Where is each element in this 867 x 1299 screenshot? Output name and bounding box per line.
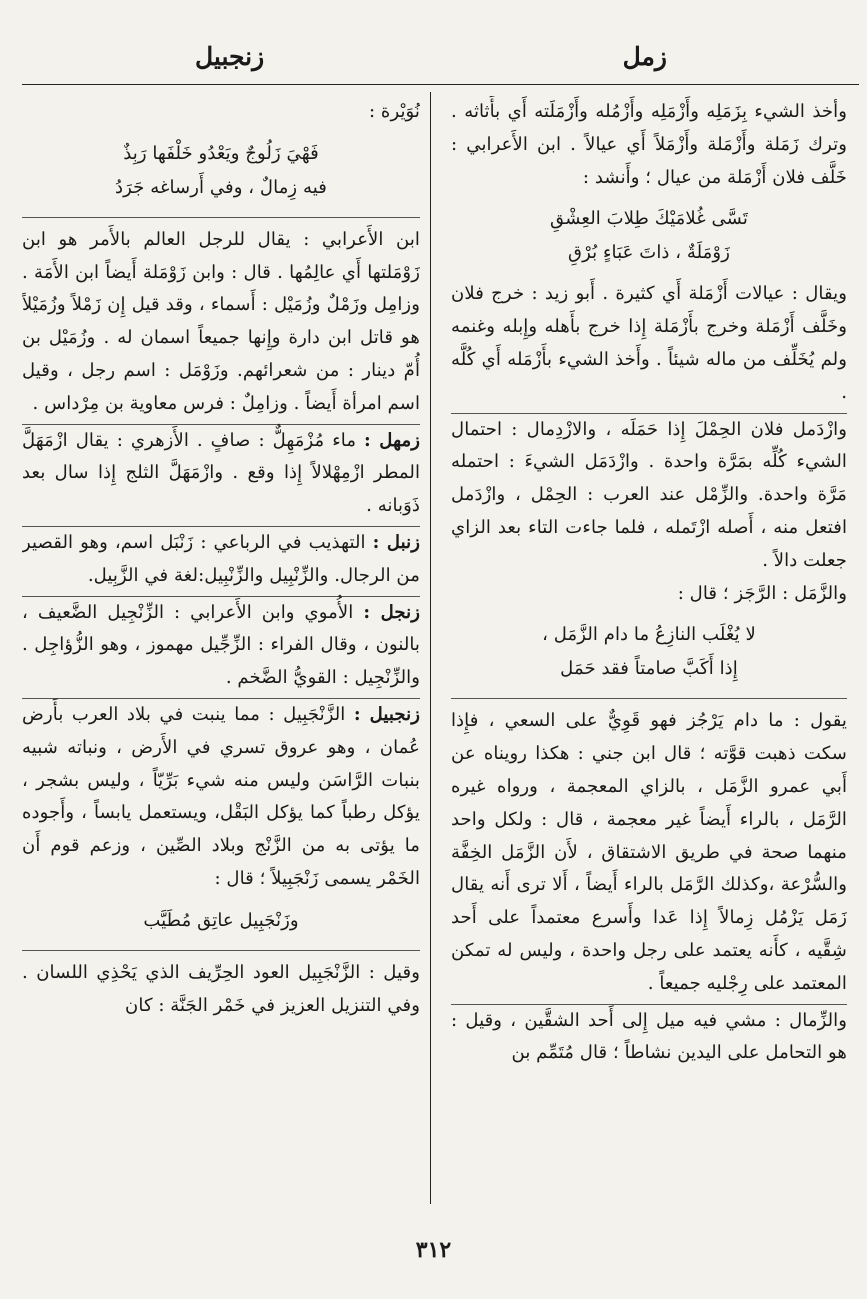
entry-text: الأُموي وابن الأَعرابي : الزِّنْجِيل الضَّعيف ، بالنون ، وقال الفراء : الزِّجِّيل مهموز ، وهو الزُّؤاجِل . والزِّنْجِيل : القويُّ الضَّخم .	[22, 601, 420, 689]
verse-line: زَوْمَلَةٌ ، ذاتَ عَبَاءٍ بُرْقِ	[568, 242, 730, 264]
headword: زنجل :	[363, 601, 420, 623]
left-column	[22, 96, 420, 1204]
entry-text: ماء مُزْمَهِلٌّ : صافٍ . الأَزهري : يقال ازْمَهَلَّ المطر ازْمِهْلالاً إِذا وقع . وازْمَهَلَّ الثلج إِذا سال بعد ذَوَبانه .	[22, 429, 420, 517]
entry-zanjal	[22, 597, 420, 699]
paragraph: وأخذ الشيء بِزَمَلِه وأَزْمَلِه وأَزْمُله وأَزْمَلَته أَي بأَثاثه . وترك زَمَلة وأَزْمَلة وأَزْمَلاً أَي عيالاً . ابن الأَعرابي : خَلَّف فلان أَزْمَلة من عيال ؛ وأَنشد :	[451, 101, 847, 188]
headword: زنجبيل :	[353, 703, 420, 725]
paragraph: والزَّمَل : الرَّجَز ؛ قال :	[677, 582, 847, 604]
paragraph: يقول : ما دام يَرْجُز فهو قَوِيٌّ على السعي ، فإِذا سكت ذهبت قوَّته ؛ قال ابن جني : هكذا رويناه عن أَبي عمرو الزَّمَل ، بالزاي المعجمة ، ورواه غيره الرَّمَل ، بالراء أَيضاً غير معجمة ، قال : ولكل واحد منهما صحة في طريق الاشتقاق ، لأَن الزَّمَل الخِفَّة والسُّرْعة ،وكذلك الرَّمَل بالراء أَيضاً ، أَلا ترى أَنه يقال زَمَل يَزْمُل زِمالاً إِذا عَدا وأَسرع معتمداً على أَحد شِقَّيه ، كأَنه يعتمد على رجل واحدة ، وليس له تمكن المعتمد على رِجْليه جميعاً .	[451, 705, 847, 1004]
headword: زمهل :	[364, 429, 420, 451]
paragraph: ابن الأَعرابي : يقال للرجل العالم بالأَمر هو ابن زَوْمَلتها أَي عالِمُها . قال : وابن زَوْمَلة أَيضاً ابن الأَمَة . وزامِل وزَمْلٌ وزُمَيْل : أَسماء ، وقد قيل إِن زَمْلاً وزُمَيْلاً هو قاتل ابن دارة وإِنها جميعاً اسمان له . وزُمَيْل بن أُمّ دينار : من شعرائهم. وزَوْمَل : اسم رجل ، وقيل اسم امرأة أَيضاً . وزامِلٌ : فرس معاوية بن مِرْداس .	[22, 224, 420, 425]
divider	[451, 698, 847, 699]
paragraph: ويقال : عيالات أَزْمَلة أَي كثيرة . أَبو زيد : خرج فلان وخَلَّف أَزْمَلة وخرج بأَزْمَلة إِذا خرج بأَهله وإِبله وغنمه ولم يُخَلِّف من ماله شيئاً . وأَخذ الشيء بأَزْمَله أَي كُلَّه .	[451, 278, 847, 413]
verse-line: فَهْيَ زَلُوجٌ ويَعْدُو خَلْفَها رَبِذٌ	[123, 142, 319, 164]
verse	[451, 194, 847, 278]
divider	[22, 217, 420, 218]
column-divider	[430, 92, 431, 1204]
right-column	[451, 96, 847, 1204]
header-rule	[22, 84, 859, 85]
divider	[22, 950, 420, 951]
verse	[22, 896, 420, 946]
entry-text: التهذيب في الرباعي : زَنْبَل اسم، وهو القصير من الرجال. والزِّنْبِيل والزِّنْبِيل:لغة في الزَّبِيل.	[22, 531, 420, 586]
headword: زنبل :	[372, 531, 420, 553]
paragraph: وقيل : الزَّنْجَبِيل العود الحِرِّيف الذي يَحْذِي اللسان . وفي التنزيل العزيز في خَمْر الجَنَّة : كان	[22, 961, 420, 1016]
verse-line: إِذا أَكَبَّ صامتاً فقد حَمَل	[560, 658, 738, 680]
entry-zamhal	[22, 425, 420, 527]
page-number: ٣١٢	[415, 1237, 452, 1263]
entry-zanbal	[22, 527, 420, 597]
verse-line: لا يُغْلَب النازِعُ ما دام الزَّمَل ،	[542, 624, 756, 646]
paragraph: نُوَيْرة :	[369, 101, 420, 122]
header-root-left: زنجبيل	[195, 42, 265, 71]
verse-line: تَسَّى غُلامَيْكَ طِلابَ العِشْقِ	[550, 208, 748, 230]
entry-text: الزَّنْجَبِيل : مما ينبت في بلاد العرب بأَرض عُمان ، وهو عروق تسري في الأَرض ، ونباته شبيه بنبات الرَّاسَن وليس منه شيء بَرِّيّاً ، وليس بشجر ، يؤكل رطباً كما يؤكل البَقْل، ويستعمل يابساً ، وأَجوده ما يؤتى به من الزَّنْج وبلاد الصِّين ، وزعم قوم أَن الخَمْر يسمى زَنْجَبِيلاً ؛ قال :	[22, 703, 420, 889]
paragraph: وازْدَمل فلان الحِمْلَ إِذا حَمَلَه ، والازْدِمال : احتمال الشيء كُلِّه بمَرَّة واحدة . وازْدَمَل الشيءَ : احتمله مَرَّة واحدة. والزِّمْل عند العرب : الحِمْل ، وازْدَمل افتعل منه ، أَصله ازْتَمله ، فلما جاءت التاء بعد الزاي جعلت دالاً .	[451, 418, 847, 571]
verse	[22, 129, 420, 213]
entry-zanjabil	[22, 699, 420, 896]
header-root-right: زمل	[622, 42, 667, 71]
verse-line: فيه زِمالٌ ، وفي أَرساغه جَرَدُ	[115, 176, 327, 198]
paragraph: والزِّمال : مشي فيه ميل إِلى أَحد الشقَّين ، وقيل : هو التحامل على اليدين نشاطاً ؛ قال مُتَمِّم بن	[451, 1009, 847, 1064]
verse	[451, 610, 847, 694]
verse-line: وزَنْجَبِيل عاتِق مُطَيَّب	[143, 909, 299, 931]
